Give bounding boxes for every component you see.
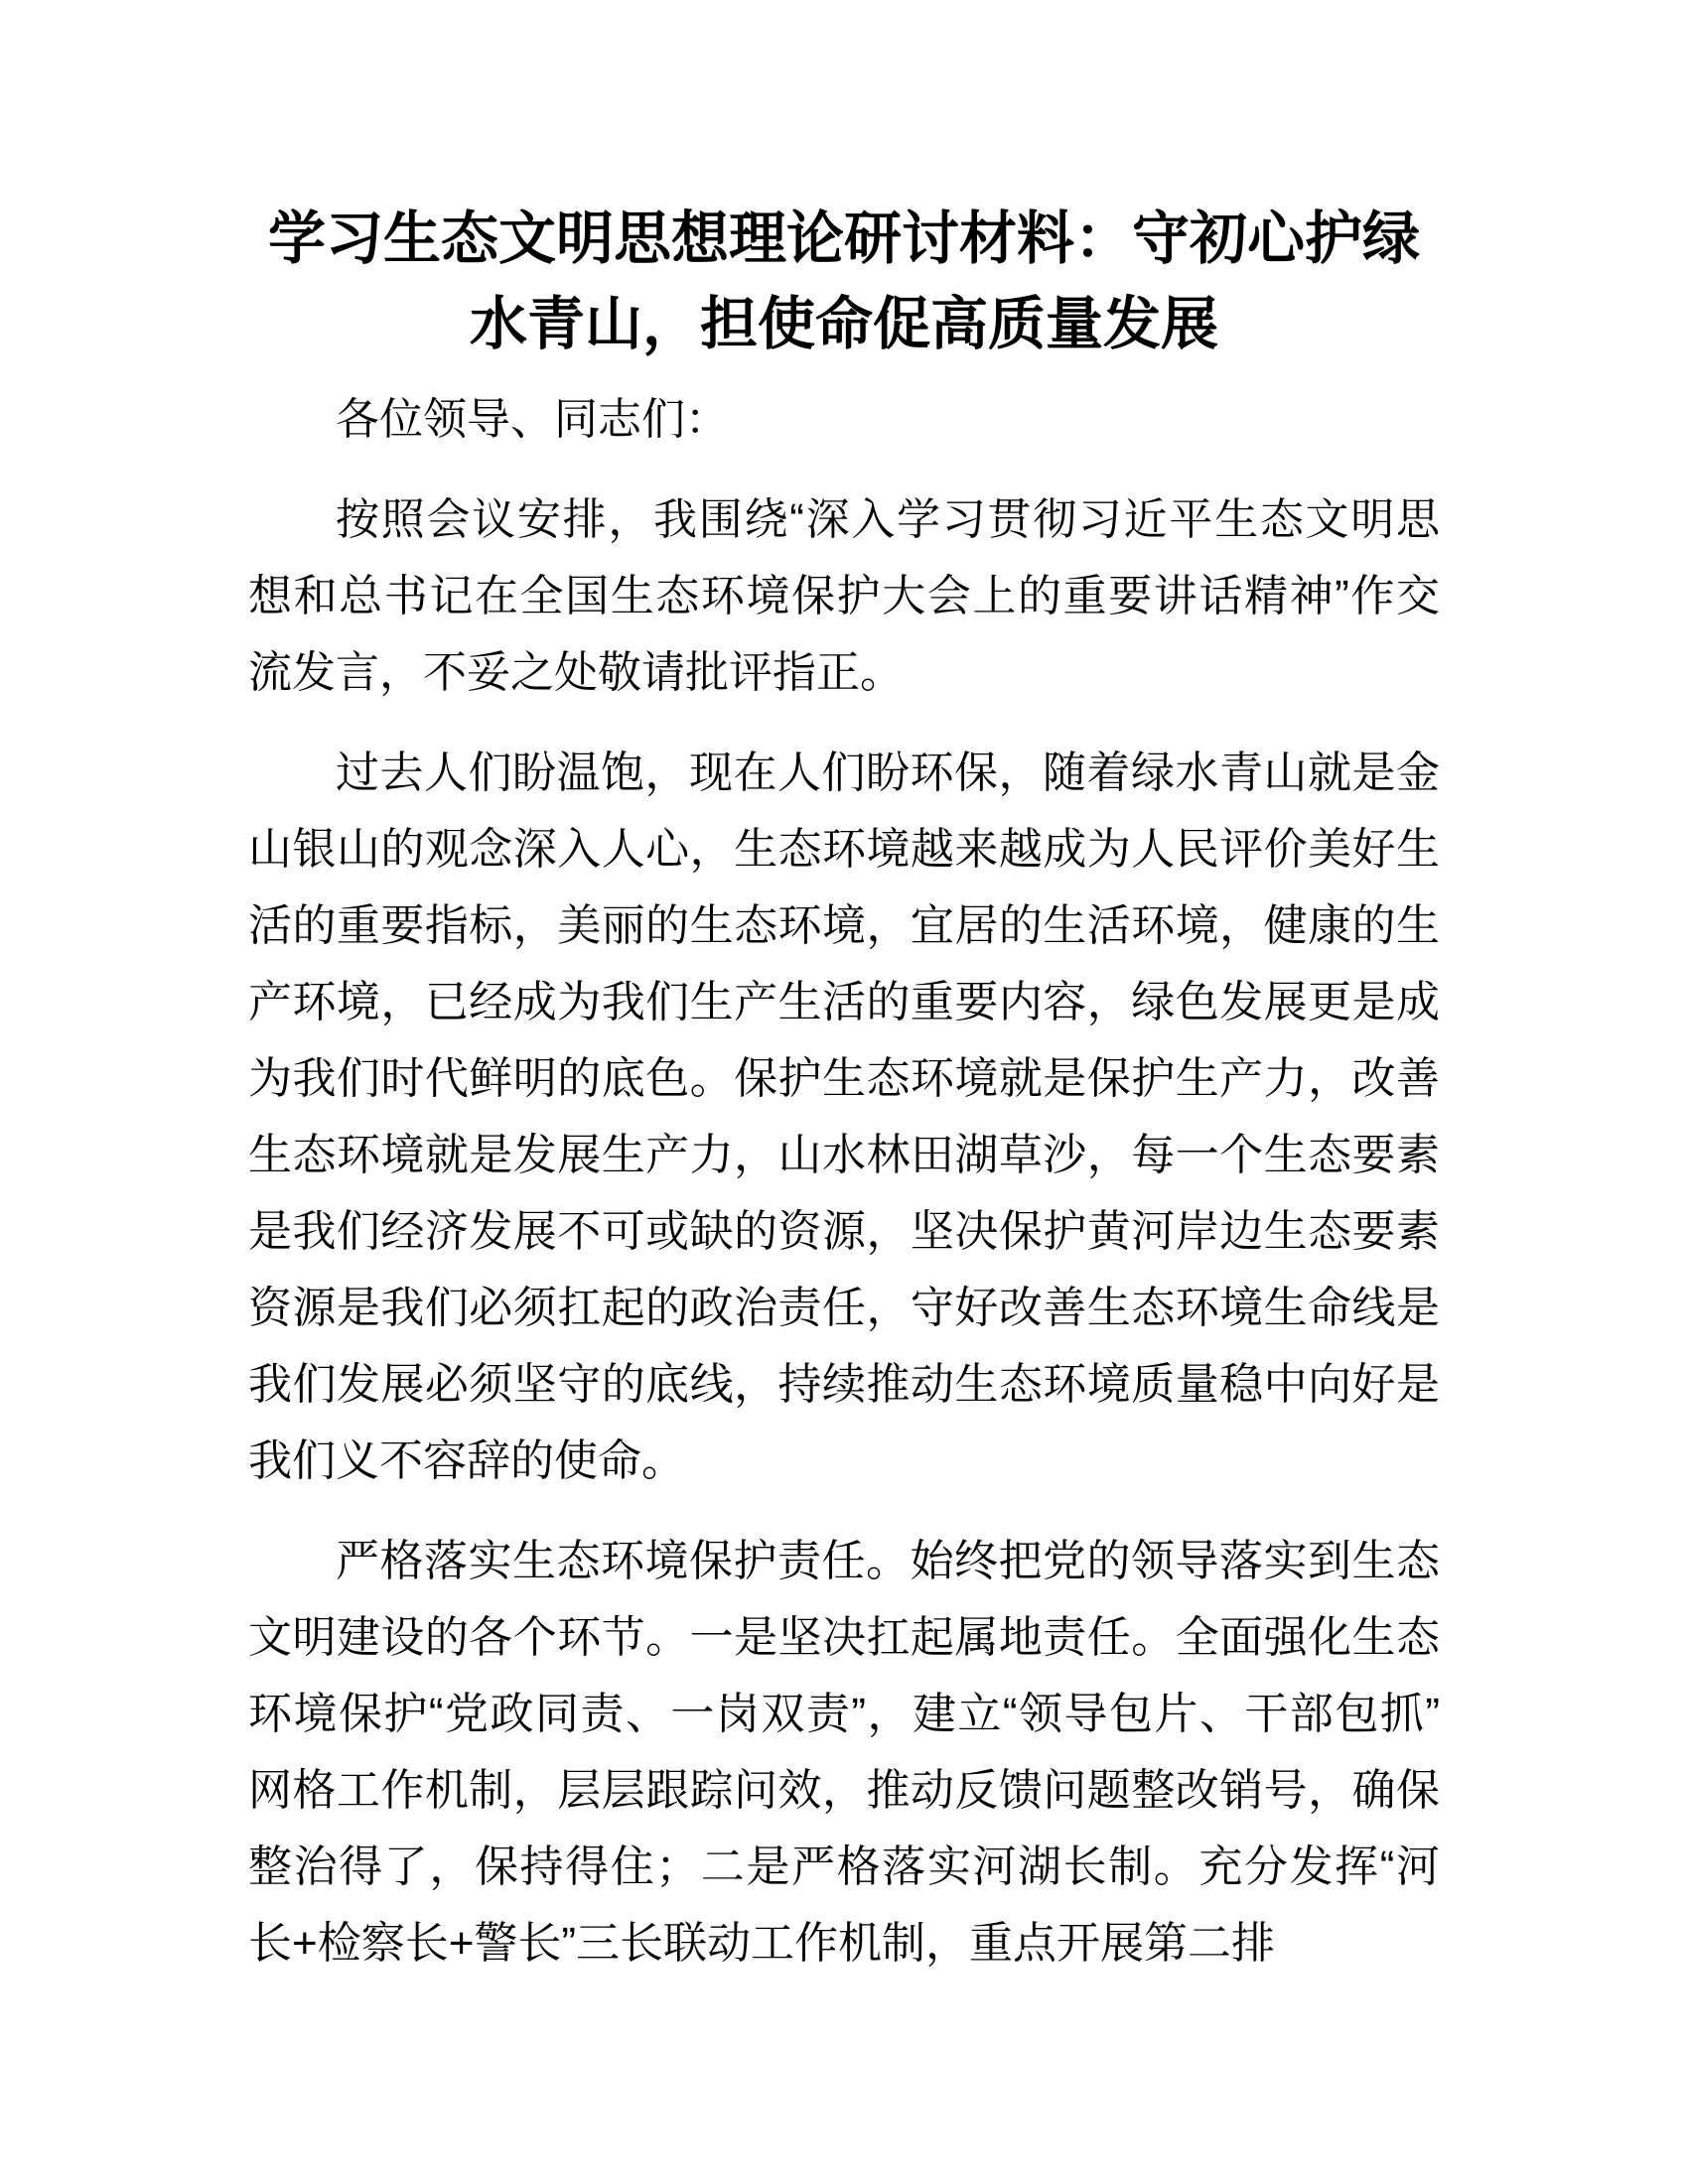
paragraph-opening: 按照会议安排，我围绕“深入学习贯彻习近平生态文明思想和总书记在全国生态环境保护大会上的重要讲话精神”作交流发言，不妥之处敬请批评指正。 [248,495,1440,697]
paragraph-salutation: 各位领导、同志们： [336,395,729,444]
paragraph-main-1: 过去人们盼温饱，现在人们盼环保，随着绿水青山就是金山银山的观念深入人心，生态环境越来越成为人民评价美好生活的重要指标，美丽的生态环境，宜居的生活环境，健康的生产环境，已经成为我们生产生活的重要内容，绿色发展更是成为我们时代鲜明的底色。保护生态环境就是保护生产力，改善生态环境就是发展生产力，山水林田湖草沙，每一个生态要素是我们经济发展不可或缺的资源，坚决保护黄河岸边生态要素资源是我们必须扛起的政治责任，守好改善生态环境生命线是我们发展必须坚守的底线，持续推动生态环境质量稳中向好是我们义不容辞的使命。 [248,749,1440,1485]
document-title: 学习生态文明思想理论研讨材料：守初心护绿水青山，担使命促高质量发展 [267,206,1420,356]
paragraph-main-2: 严格落实生态环境保护责任。始终把党的领导落实到生态文明建设的各个环节。一是坚决扛起属地责任。全面强化生态环境保护“党政同责、一岗双责”，建立“领导包片、干部包抓”网格工作机制，层层跟踪问效，推动反馈问题整改销号，确保整治得了，保持得住；二是严格落实河湖长制。充分发挥“河长+检察长+警长”三长联动工作机制，重点开展第二排 [248,1537,1440,1968]
document-body [248,381,1440,1981]
